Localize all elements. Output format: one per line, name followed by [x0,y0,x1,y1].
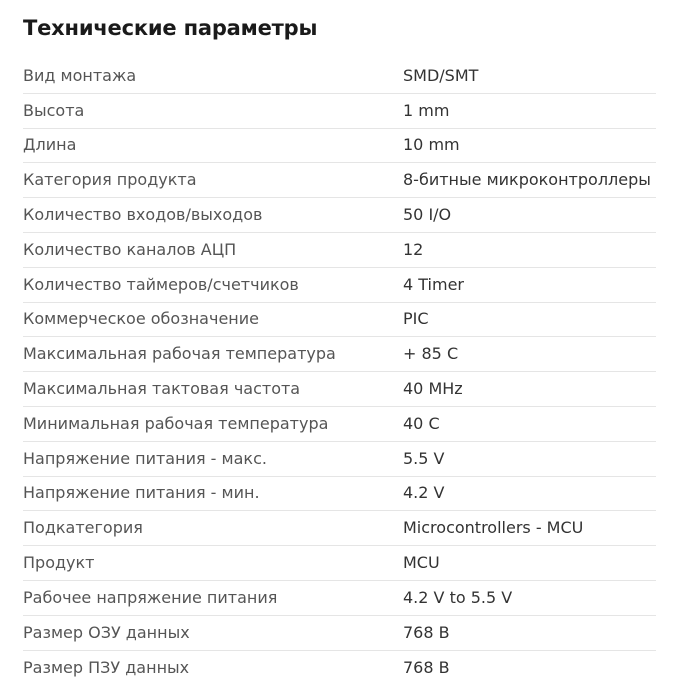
spec-value: 10 mm [403,135,460,155]
spec-name: Вид монтажа [23,65,137,85]
spec-row [23,233,656,268]
spec-value: 4.2 V [403,483,445,503]
spec-name: Размер ПЗУ данных [23,657,190,677]
spec-value: 768 B [403,622,450,642]
page-title: Технические параметры [23,16,318,40]
spec-row [23,198,656,233]
spec-name: Размер ОЗУ данных [23,622,190,642]
spec-value: 50 I/O [403,205,452,225]
spec-name: Максимальная рабочая температура [23,344,336,364]
spec-row [23,407,656,442]
spec-row [23,94,656,129]
spec-name: Коммерческое обозначение [23,309,259,329]
spec-row [23,163,656,198]
spec-name: Напряжение питания - мин. [23,483,260,503]
spec-value: Microcontrollers - MCU [403,518,584,538]
spec-name: Напряжение питания - макс. [23,448,267,468]
spec-row [23,651,656,685]
spec-value: 4.2 V to 5.5 V [403,587,513,607]
spec-row [23,129,656,164]
spec-row [23,337,656,372]
spec-row [23,372,656,407]
spec-value: 4 Timer [403,274,464,294]
spec-value: PIC [403,309,429,329]
spec-value: 1 mm [403,100,450,120]
spec-value: MCU [403,553,440,573]
spec-row [23,268,656,303]
spec-value: + 85 C [403,344,459,364]
spec-row [23,581,656,616]
spec-value: 40 C [403,413,440,433]
spec-value: 8-битные микроконтроллеры [403,170,651,190]
spec-row [23,59,656,94]
spec-value: 12 [403,239,424,259]
spec-value: 40 MHz [403,379,463,399]
spec-name: Количество таймеров/счетчиков [23,274,299,294]
spec-name: Длина [23,135,77,155]
spec-name: Высота [23,100,85,120]
spec-name: Продукт [23,553,95,573]
spec-name: Количество входов/выходов [23,205,263,225]
spec-row [23,303,656,338]
spec-row [23,616,656,651]
spec-value: 5.5 V [403,448,445,468]
spec-row [23,442,656,477]
spec-table [23,59,656,685]
spec-value: 768 B [403,657,450,677]
spec-row [23,477,656,512]
spec-name: Категория продукта [23,170,197,190]
spec-name: Максимальная тактовая частота [23,379,301,399]
spec-name: Подкатегория [23,518,143,538]
spec-value: SMD/SMT [403,65,479,85]
spec-row [23,511,656,546]
spec-row [23,546,656,581]
spec-name: Количество каналов АЦП [23,239,237,259]
spec-name: Минимальная рабочая температура [23,413,329,433]
spec-name: Рабочее напряжение питания [23,587,278,607]
